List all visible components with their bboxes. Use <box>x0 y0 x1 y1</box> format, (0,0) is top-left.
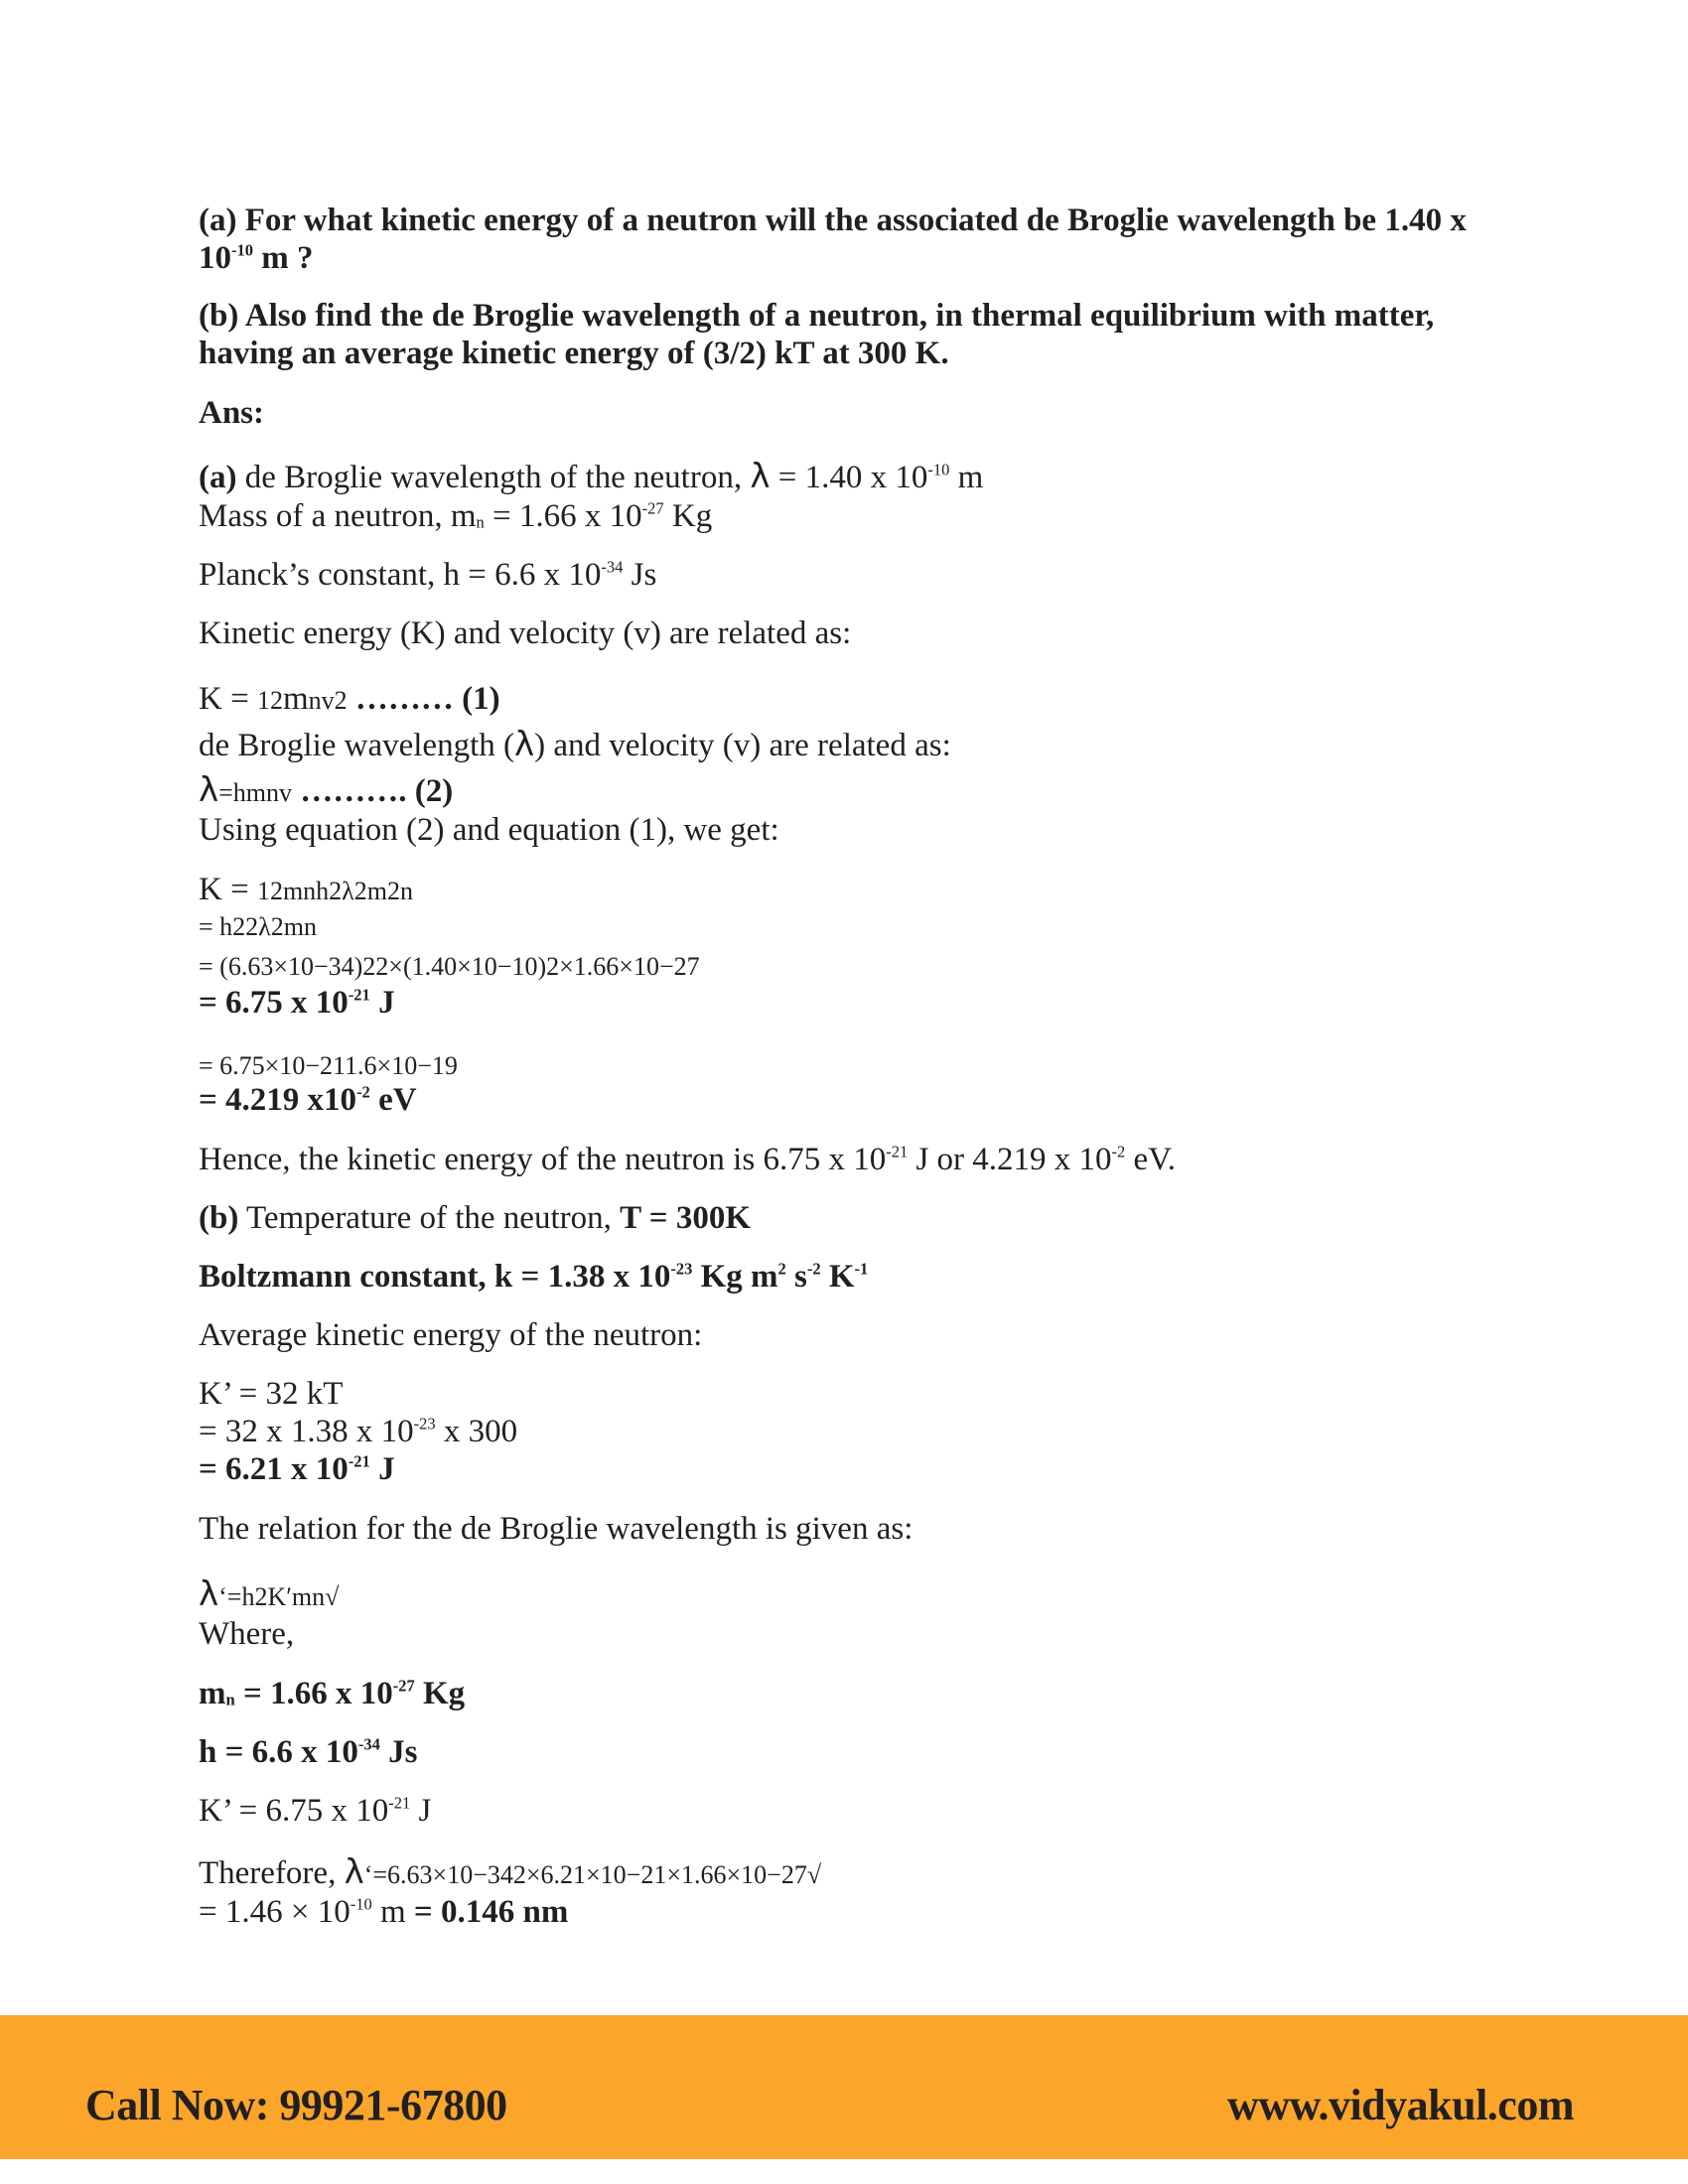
call-now-text: Call Now: 99921-67800 <box>85 2081 507 2129</box>
kp-given: K’ = 6.75 x $10^{-21}$ J <box>199 1793 432 1829</box>
k-result: = 6.75 x $10^{-21}$ J <box>199 985 395 1021</box>
k-line-3: = (6.63×10−34)22×(1.40×10−10)2×1.66×10−27 <box>199 952 700 981</box>
part-b-boltzmann: Boltzmann constant, k = 1.38 x $10^{-23}$ Kg $m^2$ $s^{-2}$ $K^{-1}$ <box>199 1259 869 1295</box>
k-line-1: K = 12mnh2λ2m2n <box>199 872 414 907</box>
h-value: h = 6.6 x $10^{-34}$ Js <box>199 1734 418 1770</box>
part-a-mass: Mass of a neutron, $m_n = 1.66$ x $10^{-27}$ Kg <box>199 498 713 534</box>
ev-result: = 4.219 $x10^{-2}$ eV <box>199 1082 417 1118</box>
where-label: Where, <box>199 1616 295 1652</box>
part-a-planck: Planck’s constant, h = 6.6 x $10^{-34}$ Js <box>199 557 657 593</box>
therefore-line: Therefore, λ‘=6.63×10−342×6.21×10−21×1.66×10−27√ <box>199 1852 822 1892</box>
equation-2: λ=hmnv ………. (2) <box>199 770 454 810</box>
part-b-average: Average kinetic energy of the neutron: <box>199 1317 703 1353</box>
website-link[interactable]: www.vidyakul.com <box>1227 2081 1574 2129</box>
kp-line-2: = 32 x 1.38 x $10^{-23}$ x 300 <box>199 1414 518 1449</box>
final-answer: = $1.46 \times 10^{-10}$ m = 0.146 nm <box>199 1894 569 1930</box>
question-b-line2: having an average kinetic energy of (3/2) kT at 300 K. <box>199 336 949 371</box>
lambda-symbol: λ <box>750 457 771 496</box>
part-a-using: Using equation (2) and equation (1), we get: <box>199 812 779 848</box>
part-a-wavelength: (a) de Broglie wavelength of the neutron, λ = 1.40 x $10^{-10}$ m <box>199 457 984 496</box>
ev-line: = 6.75×10−211.6×10−19 <box>199 1051 458 1080</box>
footer-banner <box>0 2015 1688 2159</box>
mn-value: $m_n = 1.66$ x $10^{-27}$ Kg <box>199 1676 466 1711</box>
ans-label: Ans: <box>199 395 265 431</box>
question-a-line2: $10^{-10}$ m ? <box>199 240 314 276</box>
lambda-prime-formula: λ‘=h2K′mn√ <box>199 1574 340 1614</box>
equation-1: K = 12mnv2 ……… (1) <box>199 681 500 717</box>
part-a-relation: Kinetic energy (K) and velocity (v) are related as: <box>199 615 852 651</box>
part-a-hence: Hence, the kinetic energy of the neutron is 6.75 x $10^{-21}$ J or 4.219 x $10^{-2}$ eV. <box>199 1142 1177 1177</box>
kp-result: = 6.21 x $10^{-21}$ J <box>199 1451 395 1487</box>
question-b-line1: (b) Also find the de Broglie wavelength of a neutron, in thermal equilibrium with matter, <box>199 298 1435 334</box>
part-b-temperature: (b) Temperature of the neutron, T = 300K <box>199 1200 752 1236</box>
part-a-db-relation: de Broglie wavelength (λ) and velocity (v) are related as: <box>199 725 951 764</box>
k-line-2: = h22λ2mn <box>199 912 317 941</box>
question-a-line1: (a) For what kinetic energy of a neutron will the associated de Broglie wavelength be 1.40 x <box>199 203 1467 238</box>
document-body <box>199 0 1489 2015</box>
kp-line-1: K’ = 32 kT <box>199 1376 344 1412</box>
part-b-relation: The relation for the de Broglie wavelength is given as: <box>199 1511 914 1547</box>
